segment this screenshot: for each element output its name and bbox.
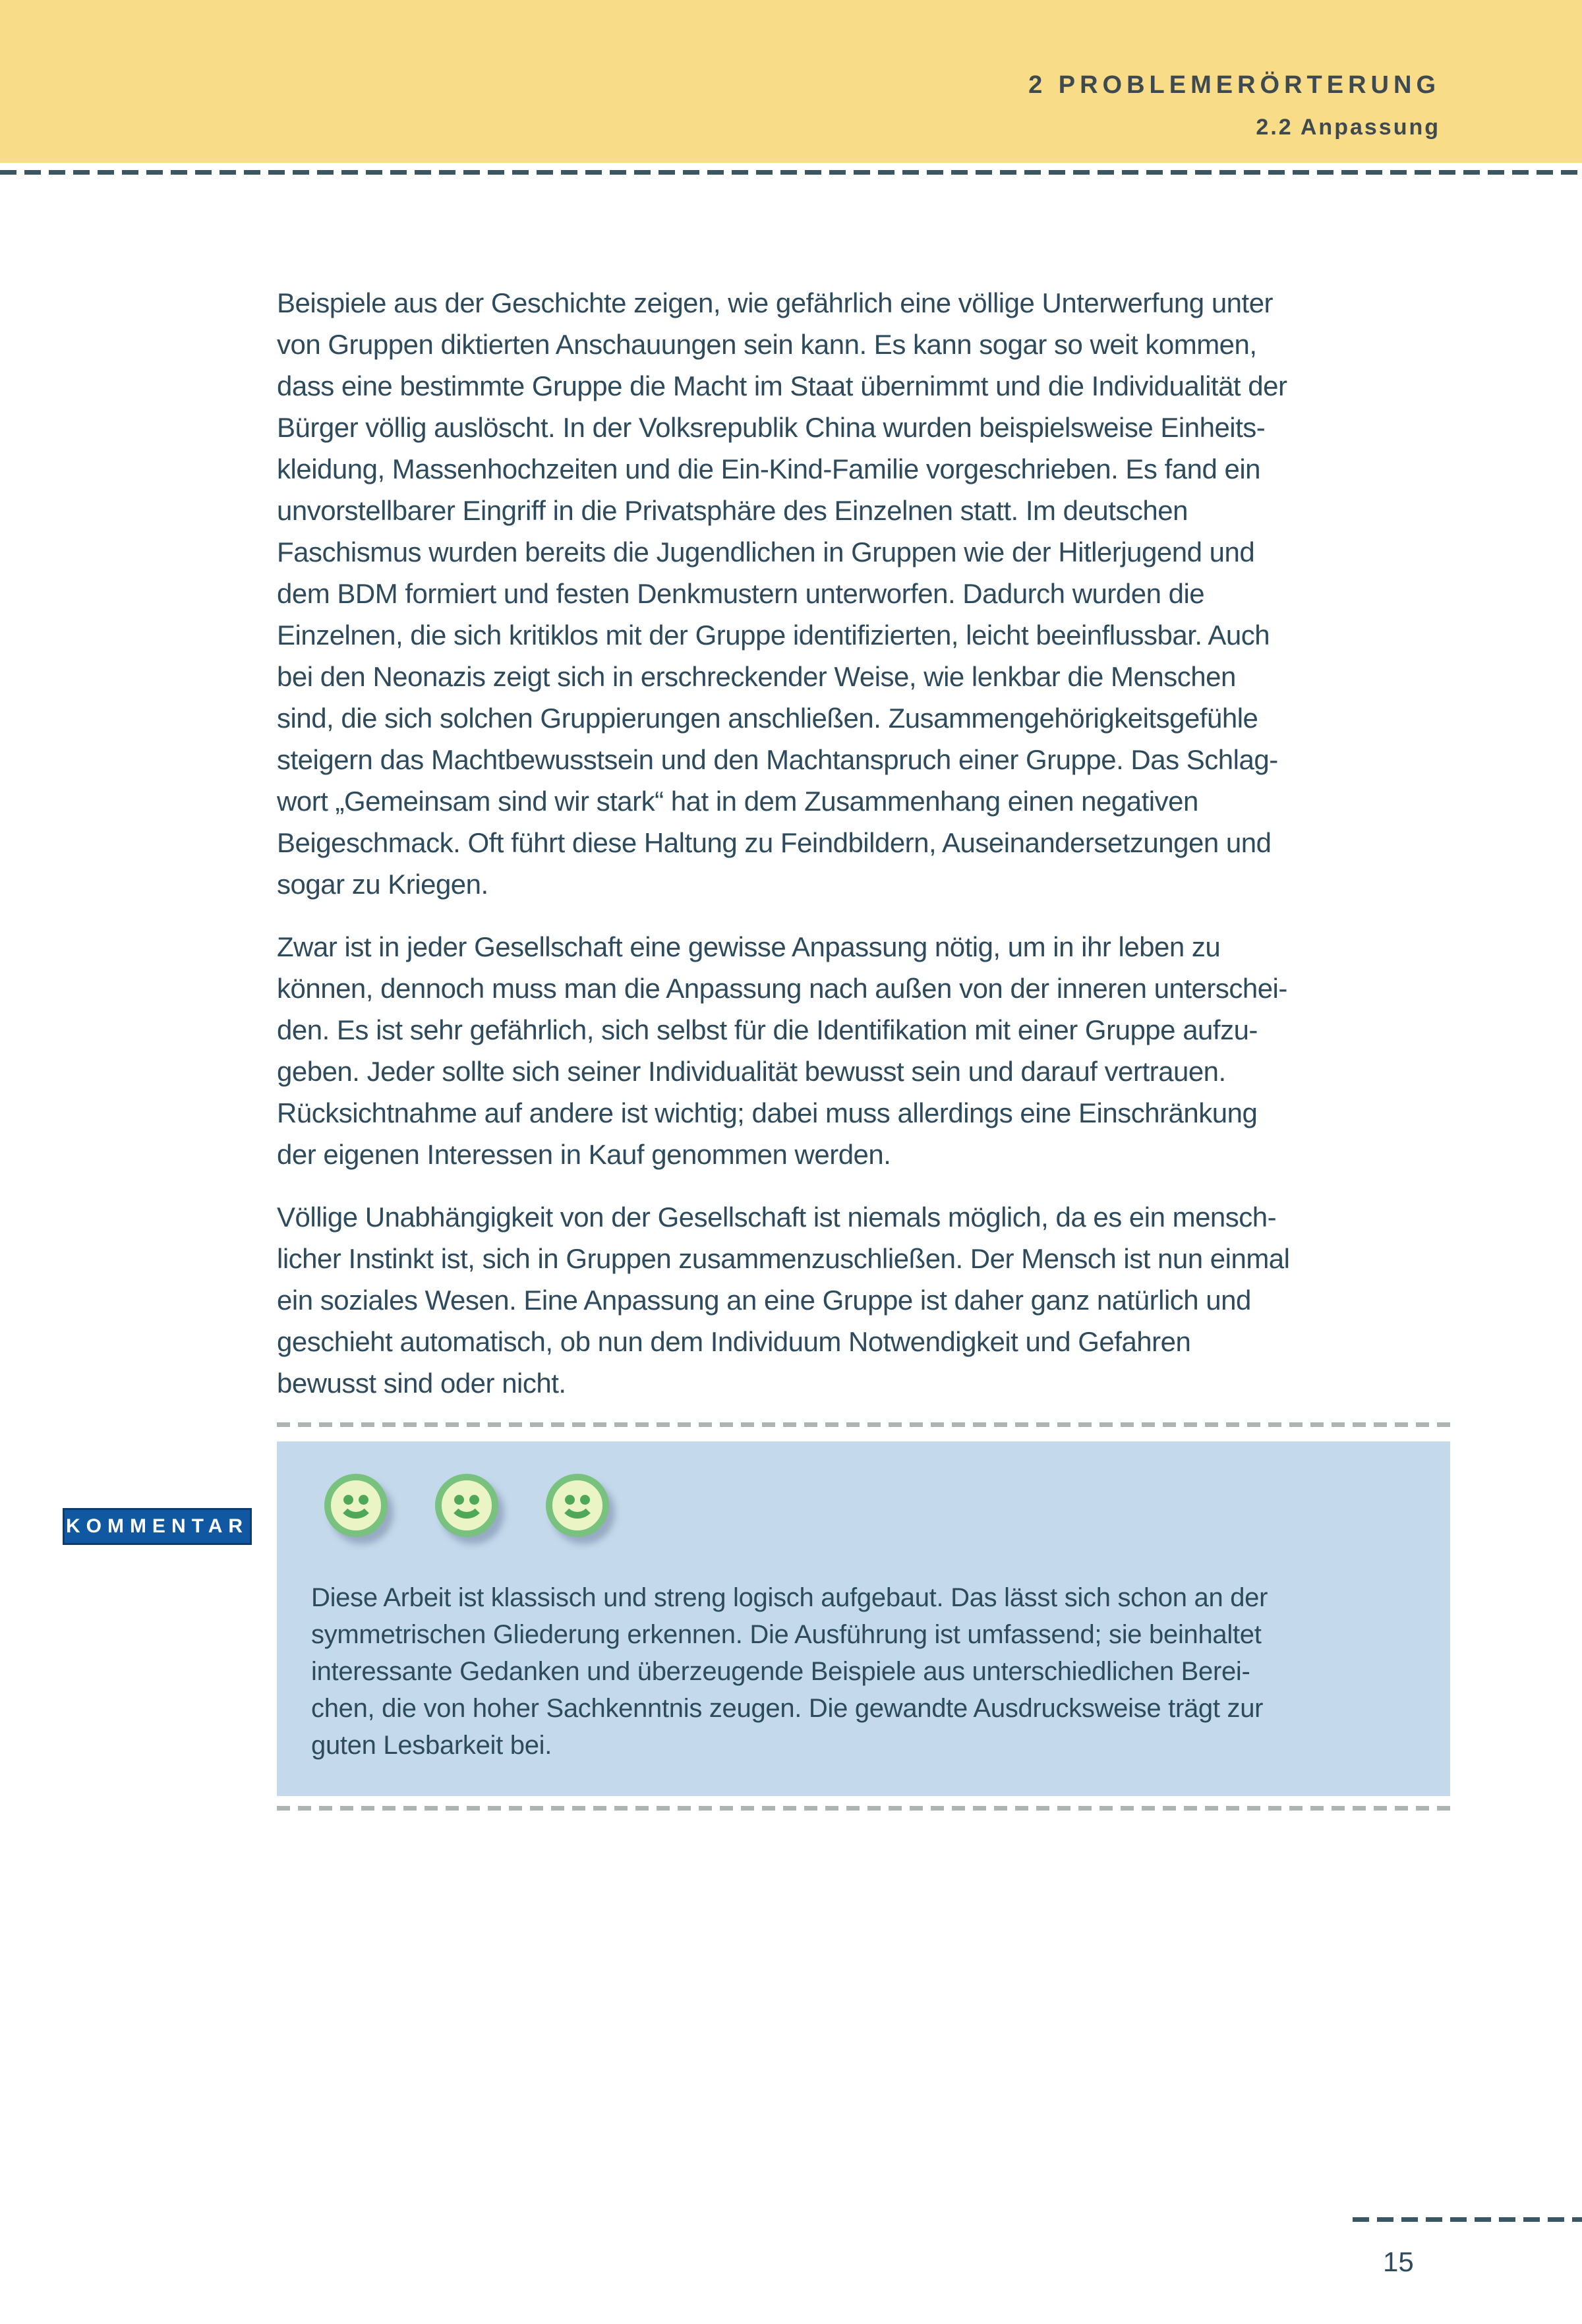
text-line: Beigeschmack. Oft führt diese Haltung zu Feindbildern, Auseinandersetzungen und: [277, 827, 1272, 858]
text-line: bei den Neonazis zeigt sich in erschreckender Weise, wie lenkbar die Menschen: [277, 661, 1236, 692]
text-line: steigern das Machtbewusstsein und den Machtanspruch einer Gruppe. Das Schlag-: [277, 744, 1278, 775]
kommentar-label-text: KOMMENTAR: [65, 1515, 249, 1537]
text-line: dass eine bestimmte Gruppe die Macht im Staat übernimmt und die Individualität der: [277, 370, 1287, 401]
text-line: Bürger völlig auslöscht. In der Volksrepublik China wurden beispielsweise Einheits-: [277, 412, 1266, 443]
text-line: dem BDM formiert und festen Denkmustern unterworfen. Dadurch wurden die: [277, 578, 1205, 609]
smiley-mouth: [337, 1482, 374, 1519]
text-line: sogar zu Kriegen.: [277, 869, 488, 900]
footer-divider-dashed: [1353, 2217, 1582, 2222]
text-line: können, dennoch muss man die Anpassung nach außen von der inneren unterschei-: [277, 973, 1287, 1004]
smiley-icon: [546, 1474, 609, 1537]
essay-text: [277, 282, 1457, 1425]
page-number: 15: [1383, 2246, 1414, 2277]
smiley-mouth: [448, 1482, 485, 1519]
text-line: Diese Arbeit ist klassisch und streng logisch aufgebaut. Das lässt sich schon an der: [311, 1583, 1268, 1612]
text-line: Einzelnen, die sich kritiklos mit der Gruppe identifizierten, leicht beeinflussbar. Auch: [277, 620, 1270, 651]
comment-box-bottom-divider: [277, 1806, 1450, 1811]
section-title: 2.2 Anpassung: [1256, 115, 1440, 140]
rating-smileys: [324, 1474, 609, 1537]
text-line: chen, die von hoher Sachkenntnis zeugen. Die gewandte Ausdrucksweise trägt zur: [311, 1694, 1264, 1723]
paragraph: [277, 282, 1457, 905]
text-line: Beispiele aus der Geschichte zeigen, wie gefährlich eine völlige Unterwerfung unter: [277, 287, 1274, 318]
text-line: kleidung, Massenhochzeiten und die Ein-Kind-Familie vorgeschrieben. Es fand ein: [277, 453, 1261, 484]
text-line: unvorstellbarer Eingriff in die Privatsphäre des Einzelnen statt. Im deutschen: [277, 495, 1188, 526]
paragraph: [277, 1196, 1457, 1404]
text-line: ein soziales Wesen. Eine Anpassung an eine Gruppe ist daher ganz natürlich und: [277, 1285, 1251, 1316]
text-line: licher Instinkt ist, sich in Gruppen zusammenzuschließen. Der Mensch ist nun einmal: [277, 1243, 1290, 1274]
text-line: der eigenen Interessen in Kauf genommen werden.: [277, 1139, 891, 1170]
paragraph: [277, 926, 1457, 1175]
text-line: Völlige Unabhängigkeit von der Gesellschaft ist niemals möglich, da es ein mensch-: [277, 1202, 1277, 1233]
header-divider-dashed: [0, 170, 1582, 175]
text-line: interessante Gedanken und überzeugende Beispiele aus unterschiedlichen Berei-: [311, 1657, 1250, 1686]
smiley-icon: [324, 1474, 388, 1537]
text-line: von Gruppen diktierten Anschauungen sein kann. Es kann sogar so weit kommen,: [277, 329, 1257, 360]
text-line: geben. Jeder sollte sich seiner Individualität bewusst sein und darauf vertrauen.: [277, 1056, 1226, 1087]
comment-box-top-divider: [277, 1422, 1450, 1427]
comment-text: [311, 1579, 1432, 1764]
text-line: Zwar ist in jeder Gesellschaft eine gewisse Anpassung nötig, um in ihr leben zu: [277, 931, 1221, 962]
kommentar-label: [63, 1508, 252, 1545]
text-line: Rücksichtnahme auf andere ist wichtig; dabei muss allerdings eine Einschränkung: [277, 1097, 1258, 1128]
smiley-mouth: [559, 1482, 596, 1519]
text-line: symmetrischen Gliederung erkennen. Die Ausführung ist umfassend; sie beinhaltet: [311, 1620, 1262, 1649]
text-line: Faschismus wurden bereits die Jugendlichen in Gruppen wie der Hitlerjugend und: [277, 537, 1255, 567]
text-line: geschieht automatisch, ob nun dem Individuum Notwendigkeit und Gefahren: [277, 1326, 1191, 1357]
text-line: wort „Gemeinsam sind wir stark“ hat in dem Zusammenhang einen negativen: [277, 786, 1198, 817]
text-line: den. Es ist sehr gefährlich, sich selbst für die Identifikation mit einer Gruppe aufzu-: [277, 1014, 1258, 1045]
smiley-icon: [435, 1474, 498, 1537]
chapter-header-band: [0, 0, 1582, 163]
chapter-title: 2 PROBLEMERÖRTERUNG: [1028, 71, 1440, 99]
text-line: guten Lesbarkeit bei.: [311, 1731, 552, 1760]
text-line: bewusst sind oder nicht.: [277, 1368, 566, 1399]
text-line: sind, die sich solchen Gruppierungen anschließen. Zusammengehörigkeitsgefühle: [277, 703, 1258, 734]
